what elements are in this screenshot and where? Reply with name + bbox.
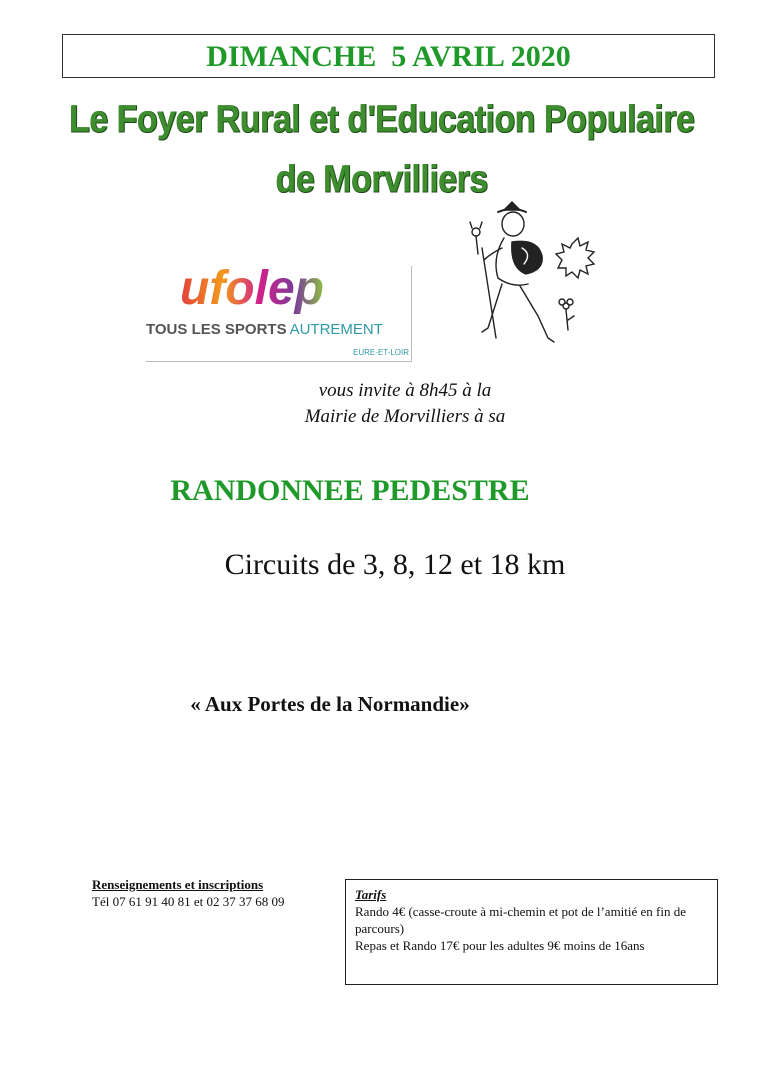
event-date: DIMANCHE 5 AVRIL 2020 (62, 34, 715, 78)
svg-text:ufolep: ufolep (180, 262, 324, 315)
organization-name-line2: de Morvilliers (275, 157, 488, 201)
logo-tagline: TOUS LES SPORTS AUTREMENT (146, 321, 383, 338)
tarifs-heading: Tarifs (355, 887, 387, 902)
contact-heading: Renseignements et inscriptions (92, 877, 264, 892)
tarif-repas-rando: Repas et Rando 17€ pour les adultes 9€ moins de 16ans (355, 938, 645, 953)
organization-name-line1: Le Foyer Rural et d'Education Populaire (68, 97, 695, 141)
circuits-info: Circuits de 3, 8, 12 et 18 km (224, 548, 566, 581)
tarif-rando: Rando 4€ (casse-croute à mi-chemin et pot de l’amitié en fin de parcours) (355, 904, 687, 936)
tarifs-box (345, 879, 718, 985)
ufolep-logo (146, 262, 412, 362)
ufolep-wordmark (176, 258, 366, 318)
logo-region: EURE-ET-LOIR (352, 348, 409, 357)
event-title: RANDONNEE PEDESTRE (170, 474, 530, 507)
contact-phone: Tél 07 61 91 40 81 et 02 37 37 68 09 (92, 894, 285, 909)
event-subtitle: « Aux Portes de la Normandie» (190, 692, 470, 716)
hiker-illustration (462, 198, 607, 350)
invitation-text: vous invite à 8h45 à la Mairie de Morvilliers à sa (304, 380, 506, 427)
contact-info (92, 876, 284, 910)
